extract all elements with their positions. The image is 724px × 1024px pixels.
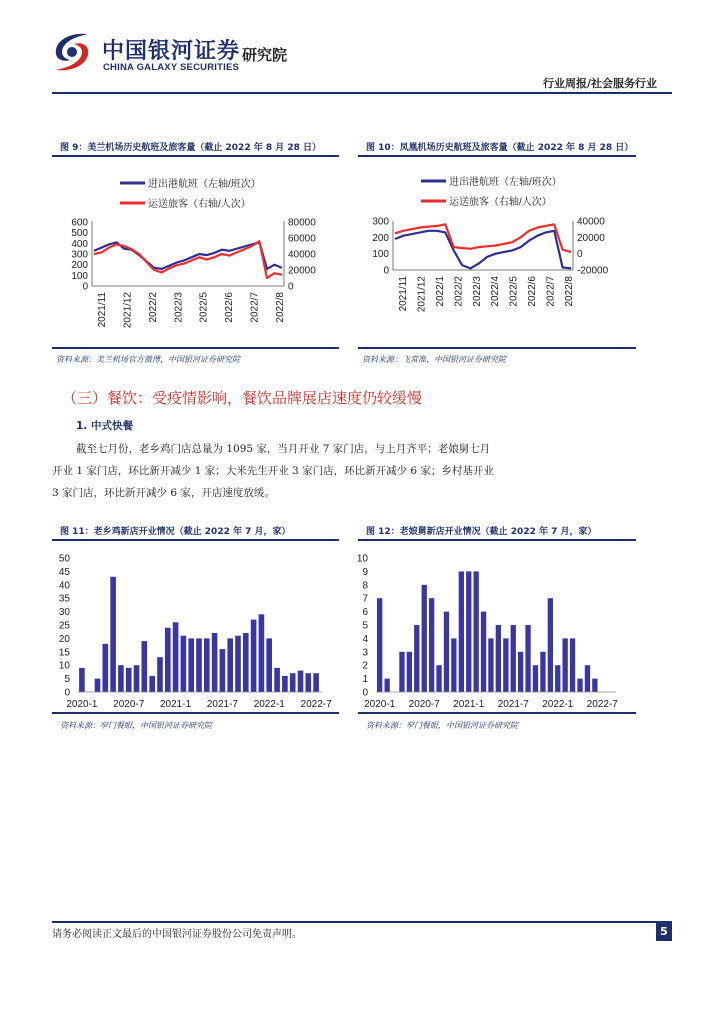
x-tick-label: 2022/8 xyxy=(275,292,286,323)
figure-12-chart xyxy=(350,542,640,712)
figure-11-top-rule xyxy=(52,539,339,541)
figure-10-title: 图 10：凤凰机场历史航班及旅客量（截止 2022 年 8 月 28 日） xyxy=(366,143,634,153)
left-tick-label: 500 xyxy=(71,228,88,240)
x-tick-label: 2021-1 xyxy=(160,699,192,710)
bar-2021-12 xyxy=(259,614,265,692)
company-name-en: CHINA GALAXY SECURITIES xyxy=(103,62,240,73)
y-tick-label: 3 xyxy=(362,647,368,659)
x-tick-label: 2022/2 xyxy=(147,292,159,323)
x-tick-label: 2021/11 xyxy=(398,276,409,312)
bar-2021-11 xyxy=(540,652,545,692)
x-tick-label: 2022/7 xyxy=(545,276,557,307)
header-rule xyxy=(52,92,672,94)
bar-2021-6 xyxy=(503,638,508,692)
figure-12-title: 图 12：老娘舅新店开业情况（截止 2022 年 7 月，家） xyxy=(366,527,597,537)
series-line-passengers xyxy=(395,224,571,252)
bar-2020-9 xyxy=(436,665,441,692)
bar-2020-11 xyxy=(157,657,163,692)
company-logo xyxy=(48,30,96,74)
bar-2021-10 xyxy=(243,633,249,692)
bar-2020-4 xyxy=(103,644,109,692)
y-tick-label: 1 xyxy=(362,674,368,686)
x-tick-label: 2022-7 xyxy=(586,699,618,710)
figure-9-title: 图 9：美兰机场历史航班及旅客量（截止 2022 年 8 月 28 日） xyxy=(60,143,322,153)
x-tick-label: 2021-7 xyxy=(497,699,529,710)
y-tick-label: 25 xyxy=(58,620,70,632)
x-tick-label: 2021/11 xyxy=(97,292,108,328)
bar-2020-11 xyxy=(451,638,456,692)
legend-label-flights: 进出港航班（左轴/班次） xyxy=(449,177,562,188)
figure-9-bottom-rule xyxy=(52,347,339,349)
y-tick-label: 8 xyxy=(362,580,368,592)
subsection-heading: 1. 中式快餐 xyxy=(76,420,133,432)
x-tick-label: 2022/3 xyxy=(173,292,185,323)
bar-2021-7 xyxy=(220,649,226,692)
x-tick-label: 2021-7 xyxy=(206,699,238,710)
y-tick-label: 30 xyxy=(58,607,70,619)
bar-2020-1 xyxy=(377,598,382,692)
bar-2022-3 xyxy=(282,676,288,692)
bar-2021-2 xyxy=(181,636,187,692)
y-tick-label: 2 xyxy=(362,660,368,672)
bar-2020-8 xyxy=(429,598,434,692)
x-tick-label: 2022/6 xyxy=(527,276,539,307)
bar-2022-3 xyxy=(570,638,575,692)
bar-2020-7 xyxy=(126,668,132,692)
x-tick-label: 2022-1 xyxy=(253,699,285,710)
bar-2020-8 xyxy=(134,665,140,692)
bar-2021-5 xyxy=(204,638,210,692)
x-tick-label: 2021/12 xyxy=(416,276,428,313)
bar-2021-4 xyxy=(196,638,202,692)
right-tick-label: 20000 xyxy=(577,232,605,244)
bar-2020-12 xyxy=(165,628,171,692)
x-tick-label: 2022/4 xyxy=(490,276,502,307)
figure-12-source: 资料来源：窄门餐眼，中国银河证券研究院 xyxy=(366,721,518,730)
bar-2020-5 xyxy=(407,652,412,692)
x-tick-label: 2022/7 xyxy=(249,292,261,323)
y-tick-label: 15 xyxy=(58,647,70,659)
bar-2022-1 xyxy=(266,638,272,692)
left-tick-label: 600 xyxy=(71,217,88,229)
figure-12-top-rule xyxy=(358,539,636,541)
left-tick-label: 200 xyxy=(71,260,88,272)
bar-2020-10 xyxy=(444,612,449,692)
left-tick-label: 200 xyxy=(372,232,389,244)
right-tick-label: 20000 xyxy=(288,265,316,277)
page-number: 5 xyxy=(656,923,672,941)
figure-11-title: 图 11：老乡鸡新店开业情况（截止 2022 年 7 月，家） xyxy=(60,527,291,537)
figure-9-source: 资料来源：美兰机场官方微博，中国银河证券研究院 xyxy=(56,355,240,364)
x-tick-label: 2020-7 xyxy=(408,699,440,710)
x-tick-label: 2022/5 xyxy=(198,292,210,323)
x-tick-label: 2021-1 xyxy=(453,699,485,710)
figure-11-source: 资料来源：窄门餐眼，中国银河证券研究院 xyxy=(60,721,212,730)
bar-2021-12 xyxy=(548,598,553,692)
bar-2020-4 xyxy=(399,652,404,692)
legend-label-passengers: 运送旅客（右轴/人次） xyxy=(148,199,251,210)
bar-2021-4 xyxy=(488,638,493,692)
bar-2022-4 xyxy=(577,679,582,692)
right-tick-label: 0 xyxy=(288,281,294,293)
left-tick-label: 300 xyxy=(71,249,88,261)
y-tick-label: 0 xyxy=(64,687,70,699)
x-tick-label: 2022/3 xyxy=(471,276,483,307)
y-tick-label: 6 xyxy=(362,607,368,619)
company-name-cn: 中国银河证券 xyxy=(102,39,241,64)
figure-10-source: 资料来源：飞常准，中国银河证券研究院 xyxy=(362,355,506,364)
figure-10-bottom-rule xyxy=(358,347,636,349)
bar-2022-6 xyxy=(306,673,312,692)
bar-2021-9 xyxy=(235,636,241,692)
footer-disclaimer: 请务必阅读正文最后的中国银河证券股份公司免责声明。 xyxy=(52,929,302,940)
y-tick-label: 7 xyxy=(362,593,368,605)
y-tick-label: 20 xyxy=(58,633,70,645)
bar-2020-1 xyxy=(79,668,85,692)
left-tick-label: 0 xyxy=(82,281,88,293)
figure-12-bottom-rule xyxy=(358,712,636,714)
x-tick-label: 2020-7 xyxy=(113,699,145,710)
right-tick-label: 40000 xyxy=(577,216,605,228)
section-heading: （三）餐饮：受疫情影响，餐饮品牌展店速度仍较缓慢 xyxy=(62,389,423,407)
y-tick-label: 5 xyxy=(362,620,368,632)
figure-10-chart xyxy=(358,158,638,348)
y-tick-label: 10 xyxy=(356,553,368,565)
x-tick-label: 2022-7 xyxy=(300,699,332,710)
x-tick-label: 2022/6 xyxy=(224,292,236,323)
right-tick-label: 0 xyxy=(577,249,583,261)
bar-2021-8 xyxy=(227,638,233,692)
figure-11-chart xyxy=(52,542,342,712)
bar-2021-3 xyxy=(481,612,486,692)
right-tick-label: 60000 xyxy=(288,233,316,245)
y-tick-label: 35 xyxy=(58,593,70,605)
bar-2021-2 xyxy=(474,571,479,692)
left-tick-label: 0 xyxy=(383,265,389,277)
bar-2020-5 xyxy=(110,577,116,692)
bar-2022-4 xyxy=(290,673,296,692)
bar-2020-10 xyxy=(149,676,155,692)
bar-2020-6 xyxy=(118,665,124,692)
bar-2020-3 xyxy=(95,679,101,692)
y-tick-label: 50 xyxy=(58,553,70,565)
x-tick-label: 2022-1 xyxy=(542,699,574,710)
paragraph-line-3: 3 家门店，环比新开减少 6 家，开店速度放缓。 xyxy=(52,487,275,499)
bar-2020-6 xyxy=(414,625,419,692)
bar-2021-1 xyxy=(173,622,179,692)
paragraph-line-1: 截至七月份，老乡鸡门店总量为 1095 家，当月开业 7 家门店，与上月齐平；老娘舅七月 xyxy=(76,443,491,455)
bar-2021-3 xyxy=(188,638,194,692)
x-tick-label: 2022/5 xyxy=(508,276,520,307)
y-tick-label: 9 xyxy=(362,566,368,578)
y-tick-label: 4 xyxy=(362,633,368,645)
figure-9-chart xyxy=(52,158,342,348)
bar-2022-5 xyxy=(585,665,590,692)
x-tick-label: 2020-1 xyxy=(364,699,396,710)
figure-11-bottom-rule xyxy=(52,712,339,714)
y-tick-label: 5 xyxy=(64,674,70,686)
figure-9-top-rule xyxy=(52,155,339,157)
footer-rule xyxy=(52,921,672,923)
bar-2022-5 xyxy=(298,671,304,692)
bar-2020-7 xyxy=(422,585,427,692)
bar-2022-1 xyxy=(555,665,560,692)
bar-2021-8 xyxy=(518,652,523,692)
y-tick-label: 40 xyxy=(58,580,70,592)
bar-2022-2 xyxy=(274,668,280,692)
bar-2021-9 xyxy=(525,625,530,692)
x-tick-label: 2020-1 xyxy=(66,699,98,710)
right-tick-label: 40000 xyxy=(288,249,316,261)
bar-2021-6 xyxy=(212,633,218,692)
x-tick-label: 2021/12 xyxy=(122,292,134,329)
bar-2022-7 xyxy=(313,673,319,692)
series-line-flights xyxy=(395,231,571,269)
left-tick-label: 100 xyxy=(71,270,88,282)
left-tick-label: 400 xyxy=(71,238,88,250)
bar-2022-2 xyxy=(563,638,568,692)
legend-label-passengers: 运送旅客（右轴/人次） xyxy=(449,197,552,208)
bar-2021-11 xyxy=(251,620,257,692)
bar-2020-12 xyxy=(459,571,464,692)
legend-label-flights: 进出港航班（左轴/班次） xyxy=(148,179,261,190)
x-tick-label: 2022/1 xyxy=(434,276,446,307)
figure-10-top-rule xyxy=(358,155,636,157)
left-tick-label: 300 xyxy=(372,216,389,228)
bar-2021-7 xyxy=(511,625,516,692)
report-type: 行业周报/社会服务行业 xyxy=(543,77,658,90)
bar-2021-10 xyxy=(533,665,538,692)
left-tick-label: 100 xyxy=(372,249,389,261)
right-tick-label: 80000 xyxy=(288,217,316,229)
x-tick-label: 2022/8 xyxy=(564,276,575,307)
bar-2022-6 xyxy=(592,679,597,692)
y-tick-label: 0 xyxy=(362,687,368,699)
bar-2020-9 xyxy=(142,641,148,692)
right-tick-label: -20000 xyxy=(577,265,609,277)
bar-2021-1 xyxy=(466,571,471,692)
x-tick-label: 2022/2 xyxy=(453,276,465,307)
bar-2020-2 xyxy=(385,679,390,692)
institute-name: 研究院 xyxy=(242,46,288,64)
paragraph-line-2: 开业 1 家门店，环比新开减少 1 家；大米先生开业 3 家门店，环比新开减少 6 家；乡村基开业 xyxy=(52,465,494,477)
y-tick-label: 45 xyxy=(58,566,70,578)
bar-2021-5 xyxy=(496,625,501,692)
y-tick-label: 10 xyxy=(58,660,70,672)
